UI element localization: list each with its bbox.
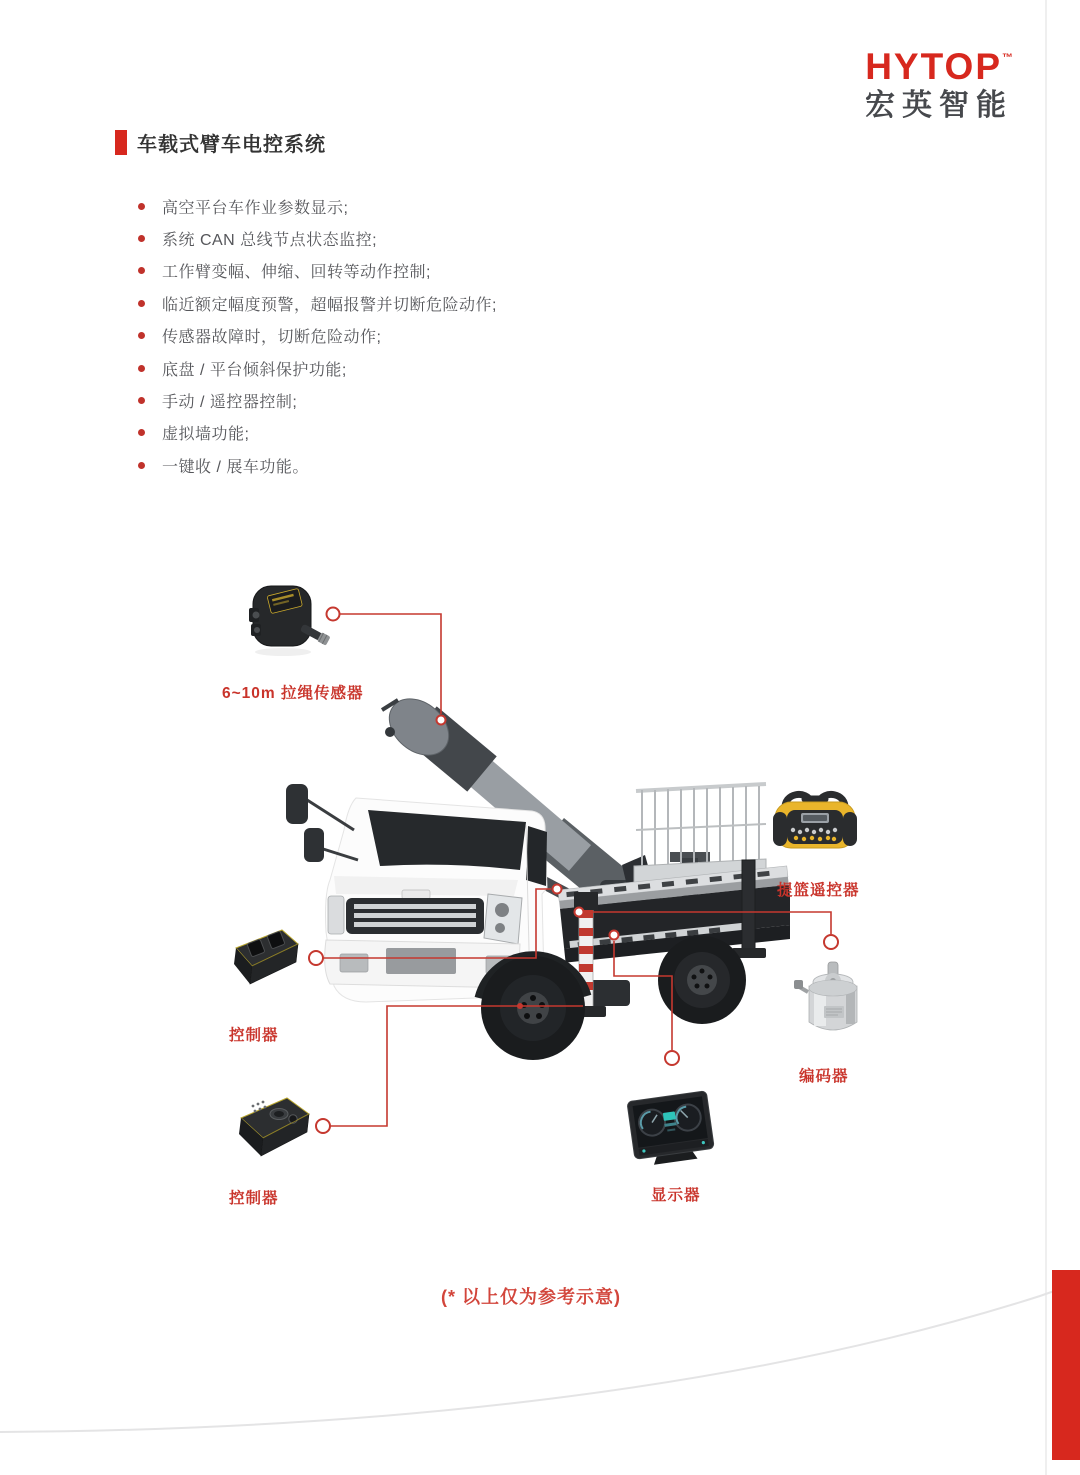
label-rope-sensor: 6~10m 拉绳传感器: [222, 685, 364, 702]
rope-sensor-icon: [243, 580, 335, 658]
encoder-image: [794, 958, 870, 1036]
feature-text: 传感器故障时，切断危险动作;: [162, 329, 382, 347]
aerial-platform-truck-image: [270, 680, 790, 1080]
feature-text: 底盘 / 平台倾斜保护功能;: [162, 361, 347, 379]
label-display: 显示器: [651, 1187, 701, 1204]
bullet-dot: [138, 235, 145, 242]
corner-accent-bar: [1052, 1270, 1080, 1460]
title-accent-bar: [115, 130, 127, 155]
feature-item: [138, 222, 497, 254]
feature-item: [138, 417, 497, 449]
feature-item: [138, 449, 497, 481]
encoder-icon: [794, 958, 870, 1036]
bullet-dot: [138, 300, 145, 307]
brand-logo-wordmark: [838, 48, 1013, 85]
controller-2-image: [233, 1088, 317, 1166]
bullet-dot: [138, 429, 145, 436]
bullet-dot: [138, 267, 145, 274]
rope-sensor-image: [243, 580, 335, 658]
feature-item: [138, 287, 497, 319]
feature-text: 一键收 / 展车功能。: [162, 458, 309, 476]
bullet-dot: [138, 462, 145, 469]
callout-circle-controller-2: [316, 1119, 330, 1133]
label-encoder: 编码器: [799, 1068, 849, 1085]
controller-1-image: [226, 922, 304, 994]
label-basket-remote: 提篮遥控器: [777, 882, 860, 899]
feature-text: 手动 / 遥控器控制;: [162, 394, 298, 412]
bullet-dot: [138, 365, 145, 372]
basket-remote-icon: [771, 786, 859, 858]
page-edge-rule: [1045, 0, 1047, 1475]
display-image: [622, 1086, 719, 1170]
trademark-mark: ™: [1002, 52, 1013, 64]
callout-circle-encoder: [824, 935, 838, 949]
feature-text: 系统 CAN 总线节点状态监控;: [162, 232, 378, 250]
brand-logo-text: HYTOP: [865, 46, 1002, 87]
feature-item: [138, 190, 497, 222]
feature-text: 高空平台车作业参数显示;: [162, 199, 349, 217]
section-title-row: [115, 128, 326, 157]
brand-logo: [838, 48, 1013, 121]
feature-item: [138, 255, 497, 287]
truck-illustration: [270, 680, 790, 1080]
controller-icon: [226, 922, 304, 994]
bullet-dot: [138, 203, 145, 210]
bullet-dot: [138, 397, 145, 404]
feature-item: [138, 384, 497, 416]
label-controller-2: 控制器: [229, 1190, 279, 1207]
feature-text: 工作臂变幅、伸缩、回转等动作控制;: [162, 264, 431, 282]
brand-logo-chinese: 宏英智能: [865, 89, 1013, 122]
controller-icon: [233, 1088, 317, 1166]
display-icon: [622, 1086, 719, 1170]
feature-text: 临近额定幅度预警，超幅报警并切断危险动作;: [162, 296, 497, 314]
reference-note: (* 以上仅为参考示意): [441, 1287, 621, 1307]
feature-item: [138, 352, 497, 384]
page-title: 车载式臂车电控系统: [137, 134, 326, 156]
feature-text: 虚拟墙功能;: [162, 426, 250, 444]
label-controller-1: 控制器: [229, 1027, 279, 1044]
feature-item: [138, 320, 497, 352]
feature-list: [138, 190, 497, 482]
basket-remote-image: [771, 786, 859, 858]
bullet-dot: [138, 332, 145, 339]
